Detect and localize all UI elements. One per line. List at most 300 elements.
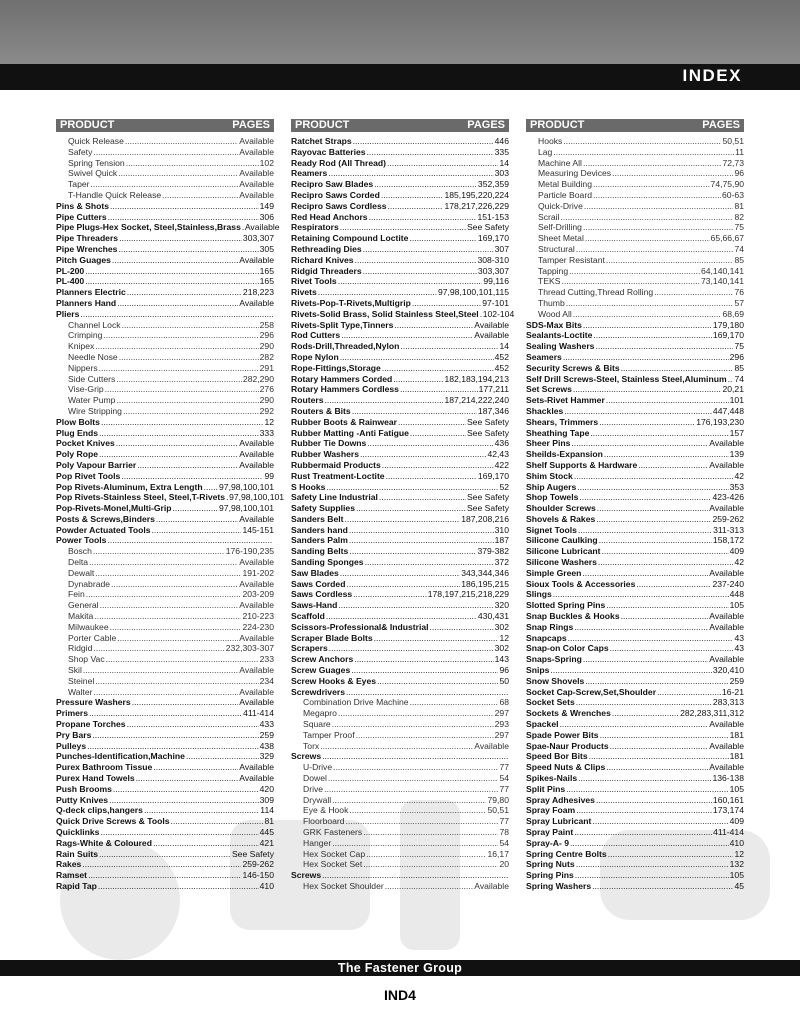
index-entry bbox=[56, 805, 274, 816]
entry-name: Ridgid bbox=[68, 643, 93, 654]
index-subentry bbox=[56, 654, 274, 665]
entry-pages: Available bbox=[239, 578, 274, 589]
index-entry bbox=[291, 266, 509, 277]
entry-pages: 20 bbox=[499, 859, 509, 870]
entry-name: Floorboard bbox=[303, 816, 345, 827]
entry-name: Sanding Sponges bbox=[291, 557, 364, 568]
entry-pages: 258 bbox=[259, 319, 274, 330]
entry-pages: 102-104 bbox=[482, 308, 515, 319]
column-header bbox=[291, 119, 509, 132]
entry-pages: 81 bbox=[264, 816, 274, 827]
dot-leader bbox=[103, 330, 258, 341]
entry-pages: 97,98,100,101 bbox=[219, 503, 274, 514]
dot-leader bbox=[354, 654, 493, 665]
entry-pages: 296 bbox=[729, 351, 744, 362]
entry-pages: 68,69 bbox=[722, 308, 744, 319]
entry-name: Punches-Identification,Machine bbox=[56, 751, 185, 762]
dot-leader bbox=[385, 881, 474, 892]
entry-pages: 42 bbox=[734, 470, 744, 481]
dot-leader bbox=[366, 849, 486, 860]
entry-pages: 57 bbox=[734, 297, 744, 308]
dot-leader bbox=[118, 244, 258, 255]
entry-name: General bbox=[68, 600, 99, 611]
dot-leader bbox=[338, 276, 483, 287]
index-entry bbox=[526, 449, 744, 460]
entry-name: Routers bbox=[291, 395, 324, 406]
index-entry bbox=[291, 622, 509, 633]
entry-name: Rethreading Dies bbox=[291, 243, 362, 254]
entry-name: U-Drive bbox=[303, 762, 333, 773]
index-subentry bbox=[56, 546, 274, 557]
dot-leader bbox=[85, 276, 258, 287]
dot-leader bbox=[105, 384, 259, 395]
dot-leader bbox=[110, 622, 242, 633]
dot-leader bbox=[566, 784, 729, 795]
index-entry bbox=[291, 535, 509, 546]
entry-name: Powder Actuated Tools bbox=[56, 524, 151, 535]
dot-leader bbox=[583, 158, 722, 169]
index-subentry bbox=[291, 773, 509, 784]
index-entry bbox=[526, 708, 744, 719]
dot-leader bbox=[583, 320, 712, 331]
entry-pages: 291 bbox=[259, 362, 274, 373]
dot-leader bbox=[94, 687, 239, 698]
dot-leader bbox=[606, 255, 734, 266]
index-entry bbox=[291, 147, 509, 158]
dot-leader bbox=[324, 784, 498, 795]
dot-leader bbox=[387, 158, 498, 169]
dot-leader bbox=[595, 341, 733, 352]
entry-pages: 78 bbox=[499, 827, 509, 837]
entry-name: Pressure Washers bbox=[56, 697, 131, 708]
entry-name: Spray-A- 9 bbox=[526, 837, 569, 848]
entry-pages: Available bbox=[239, 513, 274, 524]
dot-leader bbox=[95, 568, 241, 579]
entry-pages: Available bbox=[239, 632, 274, 643]
index-entry bbox=[291, 503, 509, 514]
entry-pages: 410 bbox=[259, 880, 274, 891]
index-entry bbox=[526, 741, 744, 752]
dot-leader bbox=[363, 244, 494, 255]
entry-name: Routers & Bits bbox=[291, 405, 351, 416]
entry-name: Red Head Anchors bbox=[291, 211, 368, 222]
index-entry bbox=[526, 881, 744, 892]
index-entry bbox=[526, 525, 744, 536]
index-entry bbox=[291, 589, 509, 600]
entry-name: Sockets & Wrenches bbox=[526, 708, 611, 719]
index-entry bbox=[291, 384, 509, 395]
entry-pages: Available bbox=[709, 740, 744, 751]
entry-pages: 85 bbox=[734, 362, 744, 373]
entry-name: Pipe Wrenches bbox=[56, 243, 118, 254]
entry-name: Skil bbox=[68, 665, 82, 676]
entry-name: Pliers bbox=[56, 308, 80, 319]
index-entry bbox=[56, 298, 274, 309]
entry-pages: 97-101 bbox=[482, 297, 509, 308]
dot-leader bbox=[612, 168, 733, 179]
entry-name: Shim Stock bbox=[526, 470, 573, 481]
index-entry bbox=[526, 535, 744, 546]
entry-pages: 157 bbox=[729, 427, 744, 438]
index-subentry bbox=[526, 222, 744, 233]
entry-name: Thumb bbox=[538, 297, 565, 308]
entry-pages: 85 bbox=[734, 254, 744, 265]
dot-leader bbox=[95, 341, 258, 352]
entry-pages: 276 bbox=[259, 384, 274, 395]
index-entry bbox=[291, 395, 509, 406]
dot-leader bbox=[576, 697, 712, 708]
entry-name: Plug Ends bbox=[56, 427, 99, 438]
entry-pages: 145-151 bbox=[242, 524, 274, 535]
index-subentry bbox=[56, 622, 274, 633]
entry-pages: 50 bbox=[499, 675, 509, 686]
entry-name: Safety bbox=[68, 146, 93, 157]
entry-name: Scrail bbox=[538, 211, 560, 222]
entry-name: Bosch bbox=[68, 546, 92, 557]
entry-name: Shelf Supports & Hardware bbox=[526, 459, 638, 470]
dot-leader bbox=[349, 546, 476, 557]
entry-name: Shoulder Screws bbox=[526, 503, 596, 514]
index-entry bbox=[291, 676, 509, 687]
entry-pages: 105 bbox=[729, 870, 744, 881]
entry-name: Snap Buckles & Hooks bbox=[526, 611, 620, 622]
entry-pages: 259-262 bbox=[712, 513, 744, 524]
index-entry bbox=[56, 751, 274, 762]
dot-leader bbox=[412, 298, 481, 309]
index-entry bbox=[291, 201, 509, 212]
entry-name: Propane Torches bbox=[56, 719, 126, 730]
dot-leader bbox=[657, 687, 721, 698]
index-entry bbox=[526, 773, 744, 784]
entry-pages: Available bbox=[709, 438, 744, 449]
index-entry bbox=[56, 535, 274, 546]
entry-name: Sanding Belts bbox=[291, 546, 349, 557]
dot-leader bbox=[94, 611, 241, 622]
entry-pages: 50,51 bbox=[487, 805, 509, 816]
index-subentry bbox=[56, 374, 274, 385]
entry-pages: Available bbox=[239, 189, 274, 200]
entry-pages: 292 bbox=[259, 405, 274, 416]
dot-leader bbox=[596, 795, 712, 806]
index-entry bbox=[526, 654, 744, 665]
entry-name: Signet Tools bbox=[526, 524, 577, 535]
index-subentry bbox=[526, 190, 744, 201]
dot-leader bbox=[346, 579, 460, 590]
entry-pages: See Safety bbox=[466, 427, 509, 438]
entry-name: Hex Socket Shoulder bbox=[303, 880, 384, 891]
entry-name: Self Drill Screws-Steel, Stainless Steel,Aluminum bbox=[526, 373, 727, 384]
index-entry bbox=[56, 212, 274, 223]
entry-name: Spray Paint bbox=[526, 827, 574, 837]
entry-pages: 12 bbox=[264, 416, 274, 427]
index-entry bbox=[526, 816, 744, 827]
index-entry bbox=[56, 438, 274, 449]
entry-pages: 187,214,222,240 bbox=[444, 395, 509, 406]
entry-pages: 282,290 bbox=[242, 373, 274, 384]
entry-name: Fein bbox=[68, 589, 85, 600]
index-entry bbox=[291, 363, 509, 374]
entry-pages: 139 bbox=[729, 449, 744, 460]
entry-name: Spae-Naur Products bbox=[526, 740, 609, 751]
entry-pages: 42,43 bbox=[487, 449, 509, 460]
entry-pages: Available bbox=[239, 136, 274, 146]
dot-leader bbox=[583, 222, 734, 233]
entry-pages: 411-414 bbox=[243, 708, 274, 719]
dot-leader bbox=[596, 514, 711, 525]
entry-pages: 233 bbox=[259, 654, 274, 665]
dot-leader bbox=[430, 622, 494, 633]
index-subentry bbox=[291, 719, 509, 730]
index-subentry bbox=[56, 147, 274, 158]
index-entry bbox=[291, 482, 509, 493]
entry-name: Steinel bbox=[68, 675, 95, 686]
entry-name: Spray Adhesives bbox=[526, 794, 595, 805]
dot-leader bbox=[410, 697, 499, 708]
entry-pages: Available bbox=[239, 665, 274, 676]
entry-name: Rotary Hammers Corded bbox=[291, 373, 393, 384]
index-entry bbox=[526, 589, 744, 600]
entry-name: Metal Building bbox=[538, 179, 592, 190]
dot-leader bbox=[156, 514, 238, 525]
entry-name: Saws-Hand bbox=[291, 600, 338, 611]
entry-pages: 311-313 bbox=[713, 524, 744, 535]
index-subentry bbox=[526, 276, 744, 287]
entry-name: Vise-Grip bbox=[68, 384, 104, 395]
entry-name: Sioux Tools & Accessories bbox=[526, 578, 636, 589]
dot-leader bbox=[582, 568, 708, 579]
entry-name: Hex Socket Cap bbox=[303, 848, 366, 859]
entry-name: Safety Supplies bbox=[291, 503, 355, 514]
index-entry bbox=[526, 622, 744, 633]
index-subentry bbox=[291, 827, 509, 838]
entry-name: Slotted Spring Pins bbox=[526, 600, 606, 611]
index-entry bbox=[291, 460, 509, 471]
index-entry bbox=[291, 633, 509, 644]
entry-name: Silicone Washers bbox=[526, 557, 597, 568]
entry-pages: 77 bbox=[499, 762, 509, 773]
entry-name: Sanders Belt bbox=[291, 513, 344, 524]
index-entry bbox=[56, 233, 274, 244]
dot-leader bbox=[100, 600, 239, 611]
entry-name: Dynabrade bbox=[68, 578, 111, 589]
dot-leader bbox=[367, 147, 494, 158]
dot-leader bbox=[338, 600, 493, 611]
entry-name: Rust Treatment-Loctite bbox=[291, 470, 385, 481]
index-subentry bbox=[56, 611, 274, 622]
entry-name: Swivel Quick bbox=[68, 168, 118, 179]
entry-pages: 329 bbox=[259, 751, 274, 762]
dot-leader bbox=[409, 233, 476, 244]
entry-name: Security Screws & Bits bbox=[526, 362, 620, 373]
index-entry bbox=[526, 762, 744, 773]
entry-name: Push Brooms bbox=[56, 783, 112, 794]
index-column-1 bbox=[56, 119, 285, 892]
dot-leader bbox=[91, 179, 239, 190]
dot-leader bbox=[320, 741, 473, 752]
dot-leader bbox=[153, 838, 259, 849]
index-subentry bbox=[56, 589, 274, 600]
dot-leader bbox=[82, 859, 241, 870]
entry-pages: 12 bbox=[734, 848, 744, 859]
entry-pages: Available bbox=[239, 168, 274, 179]
entry-pages: 430,431 bbox=[477, 611, 509, 622]
index-entry bbox=[291, 168, 509, 179]
column-header bbox=[56, 119, 274, 132]
dot-leader bbox=[576, 244, 734, 255]
entry-name: Socket Sets bbox=[526, 697, 575, 708]
dot-leader bbox=[346, 816, 499, 827]
dot-leader bbox=[346, 687, 508, 698]
index-subentry bbox=[291, 859, 509, 870]
index-entry bbox=[291, 870, 509, 881]
entry-pages: Available bbox=[709, 654, 744, 665]
index-entry bbox=[56, 460, 274, 471]
entry-pages: 72,73 bbox=[722, 157, 744, 168]
index-entry bbox=[526, 428, 744, 439]
entry-name: Rivet Tools bbox=[291, 276, 337, 287]
dot-leader bbox=[561, 276, 700, 287]
index-entry bbox=[526, 611, 744, 622]
dot-leader bbox=[654, 287, 733, 298]
index-entry bbox=[291, 687, 509, 698]
dot-leader bbox=[585, 233, 710, 244]
entry-name: Speed Nuts & Clips bbox=[526, 762, 606, 773]
index-entry bbox=[56, 514, 274, 525]
dot-leader bbox=[111, 579, 238, 590]
index-entry bbox=[291, 179, 509, 190]
entry-name: Rods-Drill,Threaded,Nylon bbox=[291, 341, 400, 352]
dot-leader bbox=[117, 633, 238, 644]
entry-name: Rakes bbox=[56, 859, 82, 870]
dot-leader bbox=[400, 384, 478, 395]
index-entry bbox=[526, 374, 744, 385]
pages-header: PAGES bbox=[232, 119, 270, 131]
index-entry bbox=[526, 363, 744, 374]
entry-pages: 297 bbox=[494, 729, 509, 740]
entry-name: Milwaukee bbox=[68, 621, 109, 632]
entry-name: Screwdrivers bbox=[291, 686, 345, 697]
entry-name: Purex Bathroom Tissue bbox=[56, 762, 153, 773]
dot-leader bbox=[564, 406, 712, 417]
dot-leader bbox=[592, 816, 728, 827]
entry-name: Slings bbox=[526, 589, 552, 600]
index-entry bbox=[291, 276, 509, 287]
index-entry bbox=[526, 417, 744, 428]
index-entry bbox=[56, 795, 274, 806]
dot-leader bbox=[382, 460, 494, 471]
index-column-2 bbox=[291, 119, 515, 892]
entry-pages: 308-310 bbox=[477, 254, 509, 265]
entry-name: PL-200 bbox=[56, 265, 85, 276]
index-subentry bbox=[526, 147, 744, 158]
entry-pages: 303 bbox=[494, 168, 509, 179]
index-subentry bbox=[56, 406, 274, 417]
entry-pages: 333 bbox=[259, 427, 274, 438]
entry-name: Ready Rod (All Thread) bbox=[291, 157, 387, 168]
entry-name: Pop Rivets-Stainless Steel, Steel,T-Rivets bbox=[56, 492, 226, 503]
entry-pages: 160,161 bbox=[712, 794, 744, 805]
entry-name: T-Handle Quick Release bbox=[68, 189, 162, 200]
index-entry bbox=[291, 255, 509, 266]
entry-name: Side Cutters bbox=[68, 373, 116, 384]
entry-pages: 422 bbox=[494, 459, 509, 470]
index-subentry bbox=[291, 849, 509, 860]
entry-name: Richard Knives bbox=[291, 254, 354, 265]
dot-leader bbox=[127, 287, 242, 298]
dot-leader bbox=[379, 492, 466, 503]
dot-leader bbox=[326, 482, 498, 493]
entry-name: Rubbermaid Products bbox=[291, 459, 381, 470]
entry-name: Split Pins bbox=[526, 783, 566, 794]
entry-name: Wood All bbox=[538, 308, 572, 319]
product-header: PRODUCT bbox=[60, 119, 115, 131]
index-entry bbox=[526, 676, 744, 687]
entry-name: Tapping bbox=[538, 265, 569, 276]
dot-leader bbox=[577, 482, 728, 493]
entry-pages: 43 bbox=[734, 632, 744, 643]
index-entry bbox=[56, 870, 274, 881]
dot-leader bbox=[578, 525, 712, 536]
entry-name: Spikes-Nails bbox=[526, 773, 578, 784]
entry-pages: 307 bbox=[494, 243, 509, 254]
entry-pages: 74 bbox=[734, 373, 744, 384]
entry-pages: 182,183,194,213 bbox=[444, 373, 509, 384]
dot-leader bbox=[593, 330, 712, 341]
entry-pages: 409 bbox=[729, 816, 744, 827]
entry-pages: 447,448 bbox=[712, 405, 744, 416]
entry-pages: 353 bbox=[729, 481, 744, 492]
index-entry bbox=[56, 449, 274, 460]
entry-pages: 54 bbox=[499, 773, 509, 784]
dot-leader bbox=[636, 579, 711, 590]
entry-pages: 176,193,230 bbox=[696, 416, 744, 427]
dot-leader bbox=[356, 730, 494, 741]
index-entry bbox=[291, 417, 509, 428]
index-entry bbox=[291, 308, 515, 320]
dot-leader bbox=[388, 201, 444, 212]
index-entry bbox=[291, 212, 509, 223]
index-column-3 bbox=[526, 119, 744, 892]
entry-pages: 232,303-307 bbox=[225, 643, 274, 654]
page-number: IND4 bbox=[384, 987, 416, 1003]
entry-pages: 181 bbox=[729, 751, 744, 762]
entry-pages: Available bbox=[239, 686, 274, 697]
entry-pages: 309 bbox=[259, 794, 274, 805]
index-entry bbox=[291, 611, 509, 622]
entry-pages: 60-63 bbox=[722, 189, 744, 200]
dot-leader bbox=[99, 363, 259, 374]
entry-name: Planners Hand bbox=[56, 297, 117, 308]
dot-leader bbox=[332, 838, 498, 849]
entry-pages: 445 bbox=[259, 827, 274, 837]
index-entry bbox=[291, 374, 509, 385]
dot-leader bbox=[110, 201, 259, 212]
entry-pages: 320,410 bbox=[712, 665, 744, 676]
index-entry bbox=[526, 859, 744, 870]
index-entry bbox=[526, 805, 744, 816]
dot-leader bbox=[85, 266, 258, 277]
dot-leader bbox=[123, 406, 259, 417]
entry-name: Quick Drive Screws & Tools bbox=[56, 816, 170, 827]
dot-leader bbox=[328, 168, 493, 179]
entry-name: Pry Bars bbox=[56, 729, 92, 740]
entry-pages: 178,217,226,229 bbox=[444, 200, 509, 211]
entry-name: Spring Nuts bbox=[526, 859, 575, 870]
entry-name: Pipe Cutters bbox=[56, 211, 107, 222]
index-subentry bbox=[526, 287, 744, 298]
entry-name: Particle Board bbox=[538, 189, 592, 200]
entry-name: Sanders Palm bbox=[291, 535, 348, 546]
